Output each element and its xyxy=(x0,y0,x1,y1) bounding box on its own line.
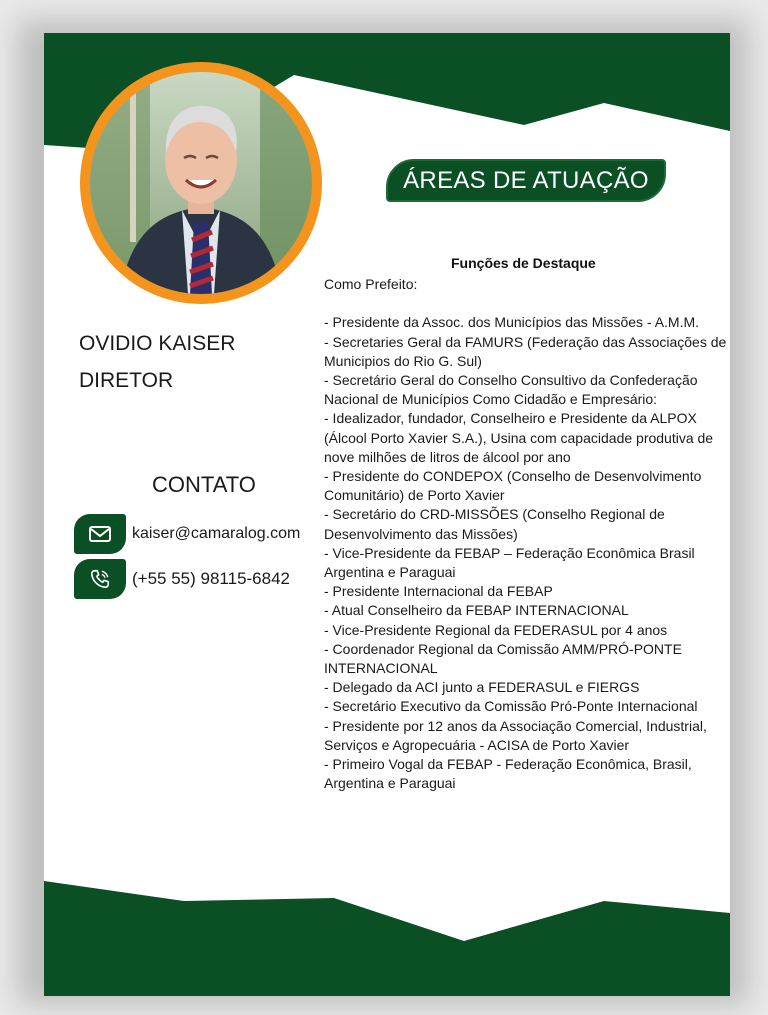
profile-role: DIRETOR xyxy=(79,369,174,392)
funcoes-list xyxy=(324,275,734,793)
list-item: - Presidente da Assoc. dos Municípios das Missões - A.M.M. xyxy=(324,314,700,331)
list-item: - Primeiro Vogal da FEBAP - Federação Econômica, Brasil, Argentina e Paraguai xyxy=(324,756,692,792)
contact-phone-row xyxy=(74,559,290,599)
portrait-image xyxy=(90,72,312,294)
spacer xyxy=(324,294,734,313)
phone-link[interactable]: (+55 55) 98115-6842 xyxy=(132,569,291,588)
list-item: - Coordenador Regional da Comissão AMM/PRÓ-PONTE INTERNACIONAL xyxy=(324,640,682,677)
email-link[interactable]: kaiser@camaralog.com xyxy=(132,525,301,542)
funcoes-title: Funções de Destaque xyxy=(451,255,596,271)
list-item: - Presidente por 12 anos da Associação Comercial, Industrial, Serviços e Agropecuária - ACISA de Porto Xavier xyxy=(324,717,707,753)
list-item: - Presidente Internacional da FEBAP xyxy=(324,583,553,600)
areas-title: ÁREAS DE ATUAÇÃO xyxy=(403,166,649,194)
areas-de-atuacao-banner xyxy=(386,159,666,202)
list-item: - Atual Conselheiro da FEBAP INTERNACIONAL xyxy=(324,602,629,619)
list-item: - Secretaries Geral da FAMURS (Federação das Associações de Municipios do Rio G. Sul) xyxy=(324,333,727,369)
list-item: - Secretário Geral do Conselho Consultivo da Confederação Nacional de Municípios Como Cidadão e Empresário: xyxy=(324,372,698,408)
phone-icon xyxy=(89,568,111,590)
list-item: - Vice-Presidente Regional da FEDERASUL por 4 anos xyxy=(324,621,668,638)
list-item: - Secretário do CRD-MISSÕES (Conselho Regional de Desenvolvimento das Missões) xyxy=(324,506,665,542)
contact-title: CONTATO xyxy=(152,472,256,497)
list-item: - Delegado da ACI junto a FEDERASUL e FIERGS xyxy=(324,679,640,696)
email-badge xyxy=(74,514,126,554)
list-item: - Secretário Executivo da Comissão Pró-Ponte Internacional xyxy=(324,698,698,715)
bottom-green-band xyxy=(44,881,730,996)
profile-photo-frame xyxy=(80,62,322,304)
list-item: - Presidente do CONDEPOX (Conselho de Desenvolvimento Comunitário) de Porto Xavier xyxy=(324,468,702,504)
envelope-icon xyxy=(89,526,111,542)
list-item: - Idealizador, fundador, Conselheiro e Presidente da ALPOX (Álcool Porto Xavier S.A.), Usina com capacidade produtiva de nove milhões de litros de álcool por ano xyxy=(324,410,714,465)
phone-badge xyxy=(74,559,126,599)
profile-photo xyxy=(90,72,312,294)
funcoes-intro: Como Prefeito: xyxy=(324,276,418,292)
list-item: - Vice-Presidente da FEBAP – Federação Econômica Brasil Argentina e Paraguai xyxy=(324,544,695,581)
profile-name: OVIDIO KAISER xyxy=(79,332,236,355)
contact-email-row xyxy=(74,514,300,554)
profile-name-block xyxy=(79,325,235,399)
